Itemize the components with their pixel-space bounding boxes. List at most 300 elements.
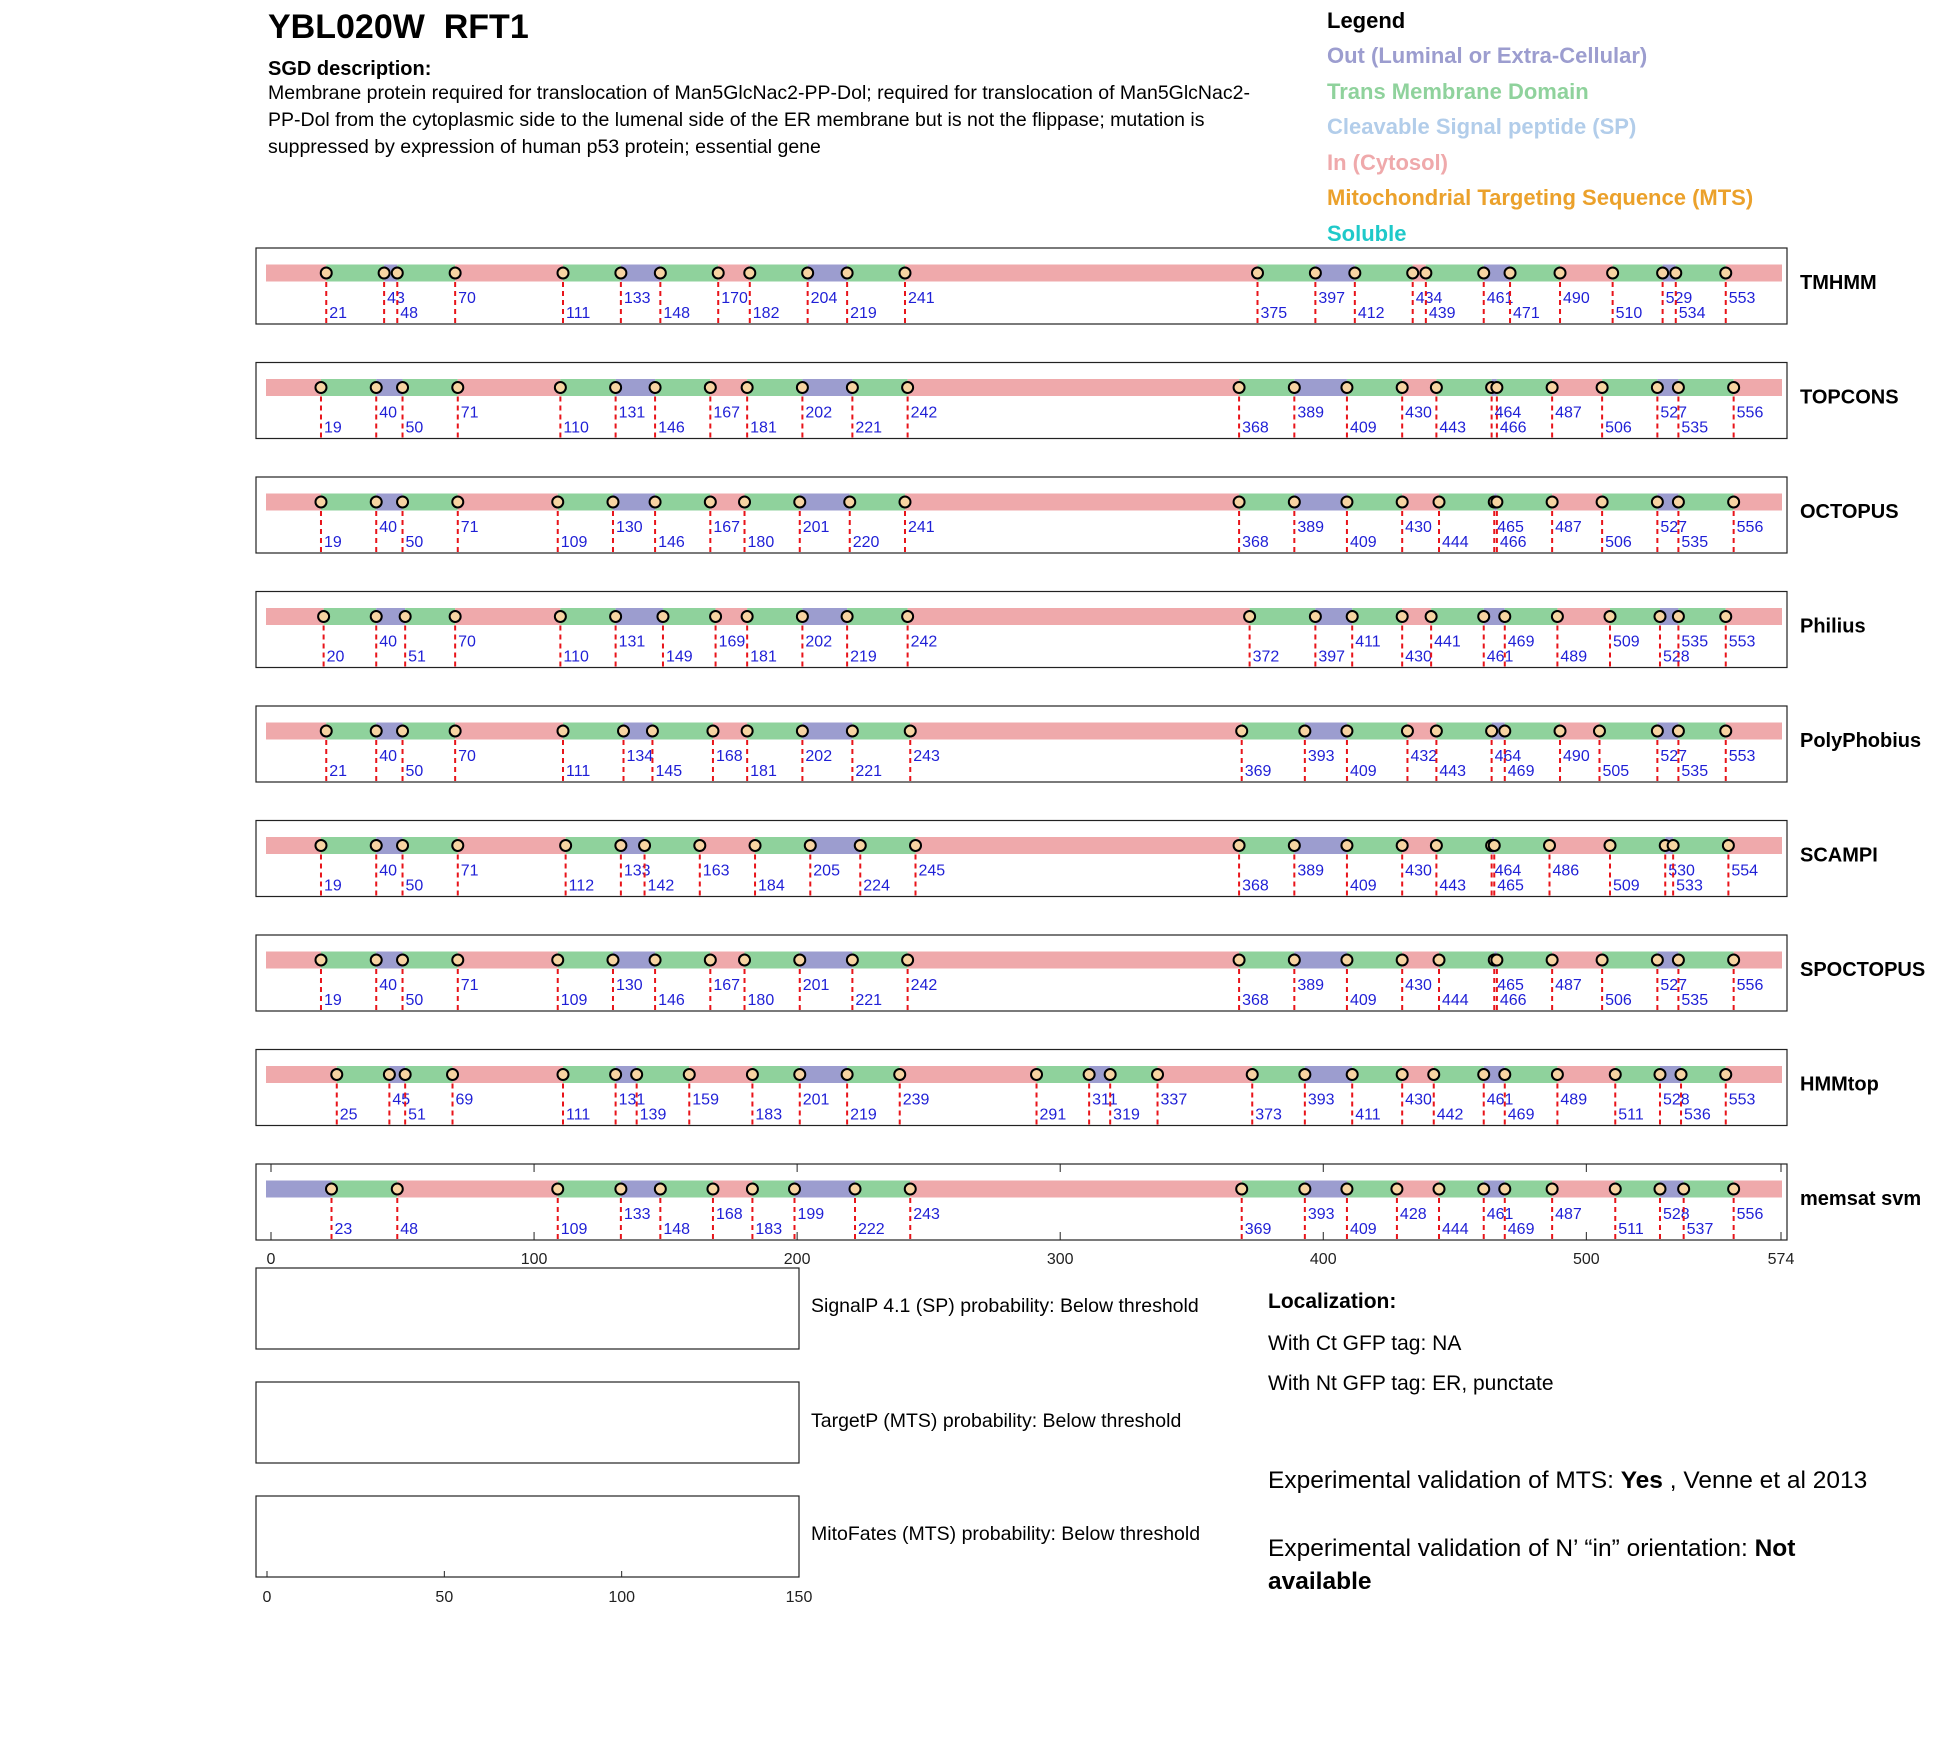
tm-segment [1673,837,1728,854]
boundary-dot [842,1069,853,1080]
boundary-label: 111 [566,305,591,322]
boundary-label: 487 [1555,404,1582,422]
tm-segment [560,608,615,625]
tm-segment [1347,723,1408,740]
boundary-label: 182 [752,305,780,322]
axis-tick-label: 0 [266,1251,276,1268]
prob-axis-tick-label: 50 [435,1589,454,1606]
boundary-label: 51 [408,1106,426,1124]
boundary-label: 461 [1486,1091,1514,1109]
tm-segment [1431,608,1484,625]
boundary-dot [1407,268,1418,279]
boundary-label: 409 [1349,992,1377,1009]
boundary-dot [1489,840,1500,851]
boundary-dot [1391,1184,1402,1195]
tm-segment [1615,1181,1660,1198]
loop-segment [908,379,1239,396]
boundary-label: 490 [1563,290,1590,307]
boundary-dot [1491,497,1502,508]
boundary-dot [610,611,621,622]
predictor-name: Philius [1800,615,1866,638]
boundary-dot [750,840,761,851]
boundary-label: 149 [665,648,693,666]
boundary-dot [1105,1069,1116,1080]
loop-segment [1552,494,1602,511]
loop-segment [900,1066,1037,1083]
boundary-label: 466 [1499,534,1527,551]
tm-segment [847,1066,900,1083]
tm-segment [1678,723,1725,740]
boundary-label: 554 [1731,862,1759,880]
boundary-dot [1544,840,1555,851]
predictor-name: memsat svm [1800,1188,1922,1210]
boundary-label: 430 [1405,1091,1432,1109]
loop-segment [802,379,852,396]
tm-segment [326,723,376,740]
tm-segment [655,952,710,969]
tm-segment [755,837,810,854]
boundary-dot [331,1069,342,1080]
loop-segment [910,723,1241,740]
localization-ct: With Ct GFP tag: NA [1268,1332,1462,1355]
boundary-dot [684,1069,695,1080]
boundary-label: 439 [1428,305,1456,322]
boundary-dot [1670,268,1681,279]
probability-panels [256,1268,799,1577]
boundary-dot [315,840,326,851]
boundary-label: 50 [405,992,424,1009]
prob-axis-tick-label: 0 [262,1589,272,1606]
boundary-dot [1397,955,1408,966]
boundary-label: 430 [1405,519,1432,536]
tm-segment [852,379,907,396]
tm-segment [747,379,802,396]
legend-item-out: Out (Luminal or Extra-Cellular) [1327,43,1648,68]
loop-segment [1726,723,1782,740]
boundary-label: 489 [1560,648,1588,666]
boundary-dot [747,1184,758,1195]
boundary-label: 528 [1662,1206,1690,1223]
boundary-dot [1397,611,1408,622]
track-frame [256,821,1787,897]
tm-segment [321,837,376,854]
boundary-label: 465 [1497,877,1524,895]
boundary-dot [610,1069,621,1080]
loop-segment [266,494,321,511]
boundary-dot [1499,1069,1510,1080]
boundary-dot [560,840,571,851]
boundary-label: 430 [1405,404,1432,422]
boundary-label: 45 [392,1091,411,1109]
boundary-dot [855,840,866,851]
boundary-dot [747,1069,758,1080]
boundary-dot [452,955,463,966]
tm-segment [403,494,458,511]
axis-tick-label: 200 [783,1251,811,1268]
boundary-label: 534 [1678,305,1706,322]
boundary-dot [1152,1069,1163,1080]
boundary-label: 464 [1494,748,1522,765]
boundary-dot [371,611,382,622]
loop-segment [266,952,321,969]
boundary-dot [1084,1069,1095,1080]
boundary-label: 389 [1297,404,1325,422]
boundary-dot [397,840,408,851]
boundary-label: 368 [1242,534,1269,551]
boundary-dot [615,268,626,279]
boundary-label: 242 [910,404,938,422]
boundary-label: 109 [560,1221,588,1238]
boundary-label: 40 [379,977,398,994]
boundary-dot [1491,955,1502,966]
tm-segment [563,1066,616,1083]
boundary-label: 201 [802,1091,830,1109]
loop-segment [802,608,847,625]
loop-segment [1734,1181,1782,1198]
loop-segment [1294,952,1347,969]
boundary-label: 19 [323,992,342,1009]
tm-segment [1505,1181,1552,1198]
boundary-label: 432 [1410,748,1438,765]
tm-segment [1242,723,1305,740]
tm-segment [1613,265,1663,282]
tm-segment [655,379,710,396]
boundary-dot [1341,726,1352,737]
boundary-label: 444 [1442,1221,1469,1238]
loop-segment [689,1066,752,1083]
boundary-dot [710,611,721,622]
boundary-label: 243 [913,748,940,765]
loop-segment [1552,1181,1615,1198]
boundary-dot [842,611,853,622]
boundary-label: 409 [1349,534,1377,551]
loop-segment [1550,837,1611,854]
predictor-name: HMMtop [1800,1073,1879,1096]
boundary-label: 48 [400,305,419,322]
boundary-label: 21 [329,763,348,780]
track-tmhmm [256,248,1877,324]
boundary-dot [647,726,658,737]
boundary-dot [1247,1069,1258,1080]
standard-name: RFT1 [443,8,529,46]
tm-segment [850,494,905,511]
targetp-panel [256,1382,799,1463]
boundary-label: 70 [458,290,476,307]
boundary-dot [899,497,910,508]
boundary-label: 443 [1439,877,1467,895]
boundary-label: 163 [702,862,730,880]
boundary-label: 535 [1681,534,1709,551]
tm-segment [645,837,700,854]
boundary-label: 167 [713,977,741,994]
boundary-dot [392,268,403,279]
boundary-dot [1723,840,1734,851]
boundary-label: 535 [1681,763,1709,780]
boundary-label: 464 [1494,862,1522,880]
boundary-label: 527 [1660,404,1688,422]
boundary-label: 368 [1242,992,1269,1009]
boundary-dot [650,382,661,393]
boundary-label: 159 [692,1091,719,1109]
boundary-dot [742,382,753,393]
track-frame [256,248,1787,324]
boundary-dot [618,726,629,737]
tm-segment [747,723,802,740]
boundary-label: 510 [1615,305,1643,322]
tm-segment [397,265,455,282]
boundary-label: 245 [918,862,946,880]
tm-segment [1250,608,1316,625]
loop-segment [908,608,1250,625]
boundary-dot [326,1184,337,1195]
boundary-dot [1499,611,1510,622]
tm-segment [403,379,458,396]
boundary-label: 148 [663,1221,691,1238]
boundary-label: 219 [850,1106,877,1124]
boundary-dot [905,726,916,737]
boundary-dot [447,1069,458,1080]
boundary-dot [705,955,716,966]
boundary-dot [1597,497,1608,508]
loop-segment [397,1181,557,1198]
boundary-label: 527 [1660,519,1688,536]
boundary-dot [1289,955,1300,966]
boundary-label: 40 [379,633,398,651]
localization-title: Localization: [1268,1290,1397,1313]
tm-segment [1505,608,1558,625]
boundary-label: 71 [460,862,479,880]
tm-segment [1681,1066,1726,1083]
track-memsat-svm [256,1164,1921,1240]
boundary-label: 109 [560,534,588,551]
tm-segment [1610,837,1665,854]
boundary-label: 553 [1728,1091,1756,1109]
boundary-label: 222 [858,1221,885,1238]
signalp-probability: SignalP 4.1 (SP) probability: Below threshold [811,1295,1199,1317]
boundary-label: 40 [379,404,398,422]
boundary-label: 430 [1405,648,1432,666]
boundary-label: 243 [913,1206,940,1223]
tm-segment [1684,1181,1734,1198]
boundary-dot [705,382,716,393]
boundary-dot [371,382,382,393]
tm-segment [337,1066,390,1083]
tm-segment [558,952,613,969]
tm-segment [1347,837,1402,854]
experimental-in-value: Not available [1268,1535,1796,1595]
boundary-dot [1397,840,1408,851]
loop-segment [802,723,852,740]
boundary-label: 389 [1297,977,1325,994]
boundary-dot [1499,1184,1510,1195]
boundary-label: 219 [850,648,877,666]
boundary-dot [744,268,755,279]
boundary-dot [650,955,661,966]
boundary-label: 486 [1552,862,1580,880]
boundary-label: 40 [379,862,398,880]
boundary-dot [1673,611,1684,622]
boundary-label: 219 [850,305,877,322]
tm-segment [1239,952,1294,969]
boundary-label: 25 [339,1106,358,1124]
tm-segment [1497,379,1552,396]
track-philius [256,592,1866,668]
boundary-dot [318,611,329,622]
prob-axis-tick-label: 150 [785,1589,813,1606]
boundary-dot [639,840,650,851]
boundary-dot [1654,1069,1665,1080]
boundary-dot [1486,726,1497,737]
boundary-dot [1428,1069,1439,1080]
tm-segment [321,952,376,969]
boundary-label: 221 [855,763,883,780]
predictor-name: TMHMM [1800,272,1877,294]
loop-segment [1726,1066,1782,1083]
boundary-dot [1547,955,1558,966]
boundary-dot [1657,268,1668,279]
boundary-dot [1720,268,1731,279]
boundary-label: 110 [563,648,589,666]
boundary-label: 220 [852,534,880,551]
boundary-label: 181 [750,763,777,780]
boundary-label: 397 [1318,648,1346,666]
tm-segment [655,494,710,511]
boundary-dot [1478,1184,1489,1195]
boundary-label: 553 [1728,633,1756,651]
legend-item-in: In (Cytosol) [1327,149,1448,175]
boundary-dot [789,1184,800,1195]
boundary-label: 201 [802,977,830,994]
boundary-label: 139 [639,1106,667,1124]
boundary-label: 428 [1399,1206,1427,1223]
boundary-label: 201 [802,519,830,536]
boundary-dot [1402,726,1413,737]
experimental-in-prefix: Experimental validation of N’ “in” orientation: [1268,1535,1755,1562]
tm-segment [1510,265,1560,282]
boundary-dot [844,497,855,508]
localization-nt: With Nt GFP tag: ER, punctate [1268,1372,1554,1395]
boundary-label: 202 [805,404,833,422]
boundary-dot [1652,955,1663,966]
boundary-dot [1552,611,1563,622]
loop-segment [266,837,321,854]
tm-segment [855,1181,910,1198]
legend-title: Legend [1327,8,1406,33]
tm-segment [745,494,800,511]
boundary-dot [705,497,716,508]
boundary-label: 444 [1442,534,1469,551]
tm-segment [560,379,615,396]
boundary-dot [797,382,808,393]
tm-segment [558,494,613,511]
boundary-label: 509 [1613,877,1640,895]
track-frame [256,1164,1787,1240]
boundary-label: 180 [747,992,775,1009]
predictor-name: PolyPhobius [1800,730,1922,752]
boundary-dot [1341,497,1352,508]
boundary-label: 461 [1486,648,1514,666]
boundary-label: 21 [329,305,348,322]
boundary-label: 369 [1244,763,1272,780]
boundary-label: 411 [1355,1106,1381,1124]
boundary-dot [371,497,382,508]
tm-segment [1610,608,1660,625]
boundary-dot [1031,1069,1042,1080]
boundary-dot [1397,1069,1408,1080]
boundary-label: 389 [1297,519,1325,536]
tm-segment [1242,1181,1305,1198]
tm-segment [1347,952,1402,969]
predictor-name: SPOCTOPUS [1800,959,1926,981]
boundary-dot [1610,1184,1621,1195]
boundary-label: 368 [1242,877,1269,895]
boundary-label: 133 [623,1206,651,1223]
tm-segment [1436,379,1491,396]
boundary-dot [1236,726,1247,737]
tm-segment [1678,952,1733,969]
boundary-dot [1341,955,1352,966]
boundary-dot [1426,611,1437,622]
loop-segment [800,1066,847,1083]
boundary-dot [1347,611,1358,622]
tm-segment [558,1181,621,1198]
boundary-dot [910,840,921,851]
track-frame [256,477,1787,553]
boundary-label: 465 [1497,977,1524,994]
tm-segment [1434,1066,1484,1083]
legend-item-soluble: Soluble [1327,220,1407,246]
boundary-dot [397,497,408,508]
boundary-dot [397,955,408,966]
axis-tick-label: 300 [1046,1251,1074,1268]
boundary-label: 311 [1092,1091,1118,1109]
boundary-label: 409 [1349,877,1377,895]
tm-segment [750,265,808,282]
boundary-label: 110 [563,419,589,437]
boundary-dot [657,611,668,622]
loop-segment [916,837,1240,854]
boundary-label: 533 [1676,877,1703,895]
boundary-dot [1420,268,1431,279]
boundary-dot [739,955,750,966]
boundary-label: 291 [1039,1106,1067,1124]
loop-segment [700,837,755,854]
boundary-dot [707,1184,718,1195]
boundary-dot [797,726,808,737]
tm-segment [1678,608,1725,625]
boundary-label: 536 [1684,1106,1711,1124]
boundary-dot [802,268,813,279]
boundary-dot [905,1184,916,1195]
boundary-dot [558,268,569,279]
boundary-dot [1597,955,1608,966]
boundary-label: 487 [1555,519,1582,536]
boundary-dot [1547,382,1558,393]
boundary-dot [1547,497,1558,508]
loop-segment [266,608,324,625]
axis-tick-label: 100 [520,1251,548,1268]
tm-segment [1497,494,1552,511]
boundary-label: 372 [1252,648,1280,666]
boundary-dot [1491,382,1502,393]
boundary-dot [1555,268,1566,279]
loop-segment [453,1066,563,1083]
tm-segment [1347,1181,1397,1198]
boundary-label: 490 [1563,748,1590,765]
boundary-dot [1347,1069,1358,1080]
tm-segment [403,837,458,854]
boundary-dot [739,497,750,508]
